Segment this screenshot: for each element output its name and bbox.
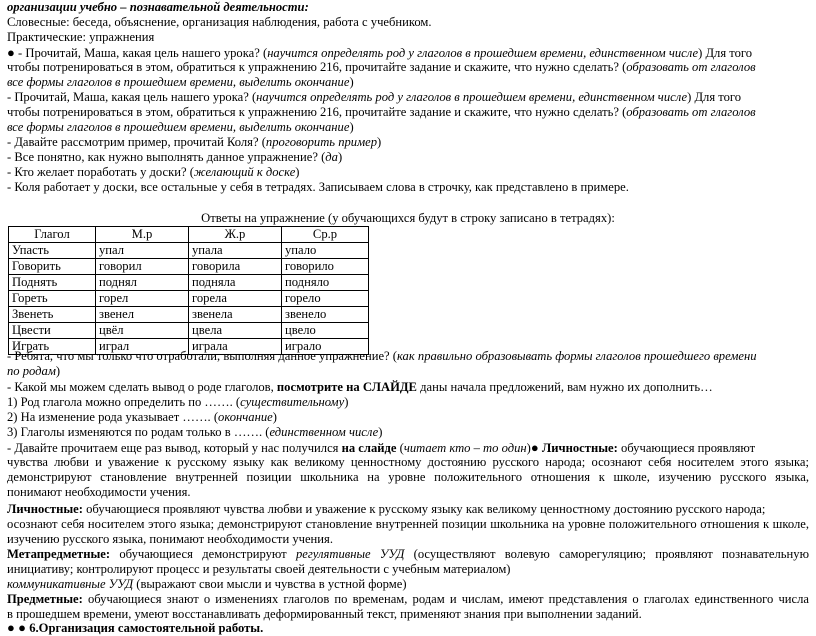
table-cell: цвёл — [96, 323, 189, 339]
table-cell: цвело — [282, 323, 369, 339]
summary-line-4: понимают необходимости учения. — [7, 485, 191, 499]
paragraph-1-line-2: чтобы потренироваться в этом, обратиться к упражнению 216, прочитайте задание и скажите, что нужно сделать? (образовать от глаголов — [7, 60, 756, 74]
summary-line-3: демонстрируют становление внутренней позиции школьника на уровне положительного отношения к школе, изучению русского языка, — [7, 470, 809, 484]
table-cell: горела — [189, 291, 282, 307]
table-row — [9, 259, 369, 275]
table-cell: играла — [189, 339, 282, 355]
verbal-methods-line: Словесные: беседа, объяснение, организация наблюдения, работа с учебником. — [7, 15, 432, 29]
personal-results-line-3: изучению русского языка, понимают необходимости учения. — [7, 532, 333, 546]
table-header: Ср.р — [282, 227, 369, 243]
reflection-line-1: - Ребята, что мы только что отработали, выполняя данное упражнение? (как правильно образовывать формы глаголов прошедшего времени — [7, 349, 757, 363]
table-cell: говорил — [96, 259, 189, 275]
table-row — [9, 243, 369, 259]
paragraph-1-line-3: все формы глаголов в прошедшем времени, выделить окончание) — [7, 75, 354, 89]
statement-3: 3) Глаголы изменяются по родам только в ……. (единственном числе) — [7, 425, 383, 439]
table-cell: Цвести — [9, 323, 96, 339]
table-cell: поднял — [96, 275, 189, 291]
table-cell: подняло — [282, 275, 369, 291]
table-cell: звенела — [189, 307, 282, 323]
meta-results-line-1: Метапредметные: обучающиеся демонстрируют регулятивные УУД (осуществляют волевую саморегуляцию; проявляют познавательную — [7, 547, 809, 561]
bullet-icon: ● ● — [7, 620, 30, 635]
practical-methods-line: Практические: упражнения — [7, 30, 155, 44]
meta-results-line-2: инициативу; контролируют процесс и результаты своей деятельности с учебным материалом) — [7, 562, 511, 576]
table-header: Ж.р — [189, 227, 282, 243]
subject-results-line-2: в прошедшем времени, умеют восстанавливать деформированный текст, применяют знания при выполнении заданий. — [7, 607, 642, 621]
personal-results-line-1: Личностные: обучающиеся проявляют чувства любви и уважение к русскому языку как великому ценностному достоянию русского народа; — [7, 502, 766, 516]
table-cell: звенел — [96, 307, 189, 323]
table-row — [9, 291, 369, 307]
statement-1: 1) Род глагола можно определить по ……. (существительному) — [7, 395, 349, 409]
table-cell: Поднять — [9, 275, 96, 291]
table-cell: цвела — [189, 323, 282, 339]
table-header: Глагол — [9, 227, 96, 243]
table-cell: упало — [282, 243, 369, 259]
table-cell: упала — [189, 243, 282, 259]
meta-results-line-3: коммуникативные УУД (выражают свои мысли и чувства в устной форме) — [7, 577, 407, 591]
table-cell: Гореть — [9, 291, 96, 307]
subject-results-line-1: Предметные: обучающиеся знают о изменениях глаголов по временам, родам и числам, имеют представления о глаголах единственного числа — [7, 592, 809, 606]
dialogue-line-1: - Давайте рассмотрим пример, прочитай Коля? (проговорить пример) — [7, 135, 382, 149]
summary-line-2: чувства любви и уважение к русскому языку как великому ценностному достоянию русского народа; осознают себя носителем этого языка; — [7, 455, 809, 469]
table-row — [9, 323, 369, 339]
table-cell: упал — [96, 243, 189, 259]
table-row — [9, 307, 369, 323]
dialogue-line-3: - Кто желает поработать у доски? (желающий к доске) — [7, 165, 300, 179]
bullet-icon: ● — [7, 45, 15, 60]
paragraph-2-line-2: чтобы потренироваться в этом, обратиться к упражнению 216, прочитайте задание и скажите, что нужно сделать? (образовать от глаголов — [7, 105, 756, 119]
statement-2: 2) На изменение рода указывает ……. (окончание) — [7, 410, 277, 424]
table-cell: подняла — [189, 275, 282, 291]
table-cell: Говорить — [9, 259, 96, 275]
answers-table — [8, 226, 369, 355]
section-6-heading: ● ● 6.Организация самостоятельной работы. — [7, 620, 264, 635]
conclusion-prompt-line: - Какой мы можем сделать вывод о роде глаголов, посмотрите на СЛАЙДЕ даны начала предложений, вам нужно их дополнить… — [7, 380, 713, 394]
personal-results-line-2: осознают себя носителем этого языка; демонстрируют становление внутренней позиции школьника на уровне положительного отношения к школе, — [7, 517, 809, 531]
table-row — [9, 275, 369, 291]
summary-line-1: - Давайте прочитаем еще раз вывод, который у нас получился на слайде (читает кто – то один)● Личностные: обучающиеся проявляют — [7, 440, 756, 455]
paragraph-2-line-3: все формы глаголов в прошедшем времени, выделить окончание) — [7, 120, 354, 134]
table-header-row — [9, 227, 369, 243]
paragraph-1-line-1: ● - Прочитай, Маша, какая цель нашего урока? (научится определять род у глаголов в прошедшем времени, единственном числе) Для того — [7, 45, 753, 60]
table-cell: Играть — [9, 339, 96, 355]
dialogue-line-2: - Все понятно, как нужно выполнять данное упражнение? (да) — [7, 150, 343, 164]
table-cell: Упасть — [9, 243, 96, 259]
table-cell: горел — [96, 291, 189, 307]
table-cell: играло — [282, 339, 369, 355]
table-cell: говорило — [282, 259, 369, 275]
paragraph-2-line-1: - Прочитай, Маша, какая цель нашего урока? (научится определять род у глаголов в прошедшем времени, единственном числе) Для того — [7, 90, 742, 104]
bullet-icon: ● — [530, 440, 539, 455]
table-cell: горело — [282, 291, 369, 307]
reflection-line-2: по родам) — [7, 364, 61, 378]
dialogue-line-4: - Коля работает у доски, все остальные у себя в тетрадях. Записываем слова в строчку, как представлено в примере. — [7, 180, 629, 194]
section-heading: организации учебно – познавательной деятельности: — [7, 0, 309, 14]
table-caption: Ответы на упражнение (у обучающихся будут в строку записано в тетрадях): — [201, 211, 615, 225]
table-cell: говорила — [189, 259, 282, 275]
table-cell: звенело — [282, 307, 369, 323]
table-header: М.р — [96, 227, 189, 243]
table-cell: Звенеть — [9, 307, 96, 323]
table-cell: играл — [96, 339, 189, 355]
